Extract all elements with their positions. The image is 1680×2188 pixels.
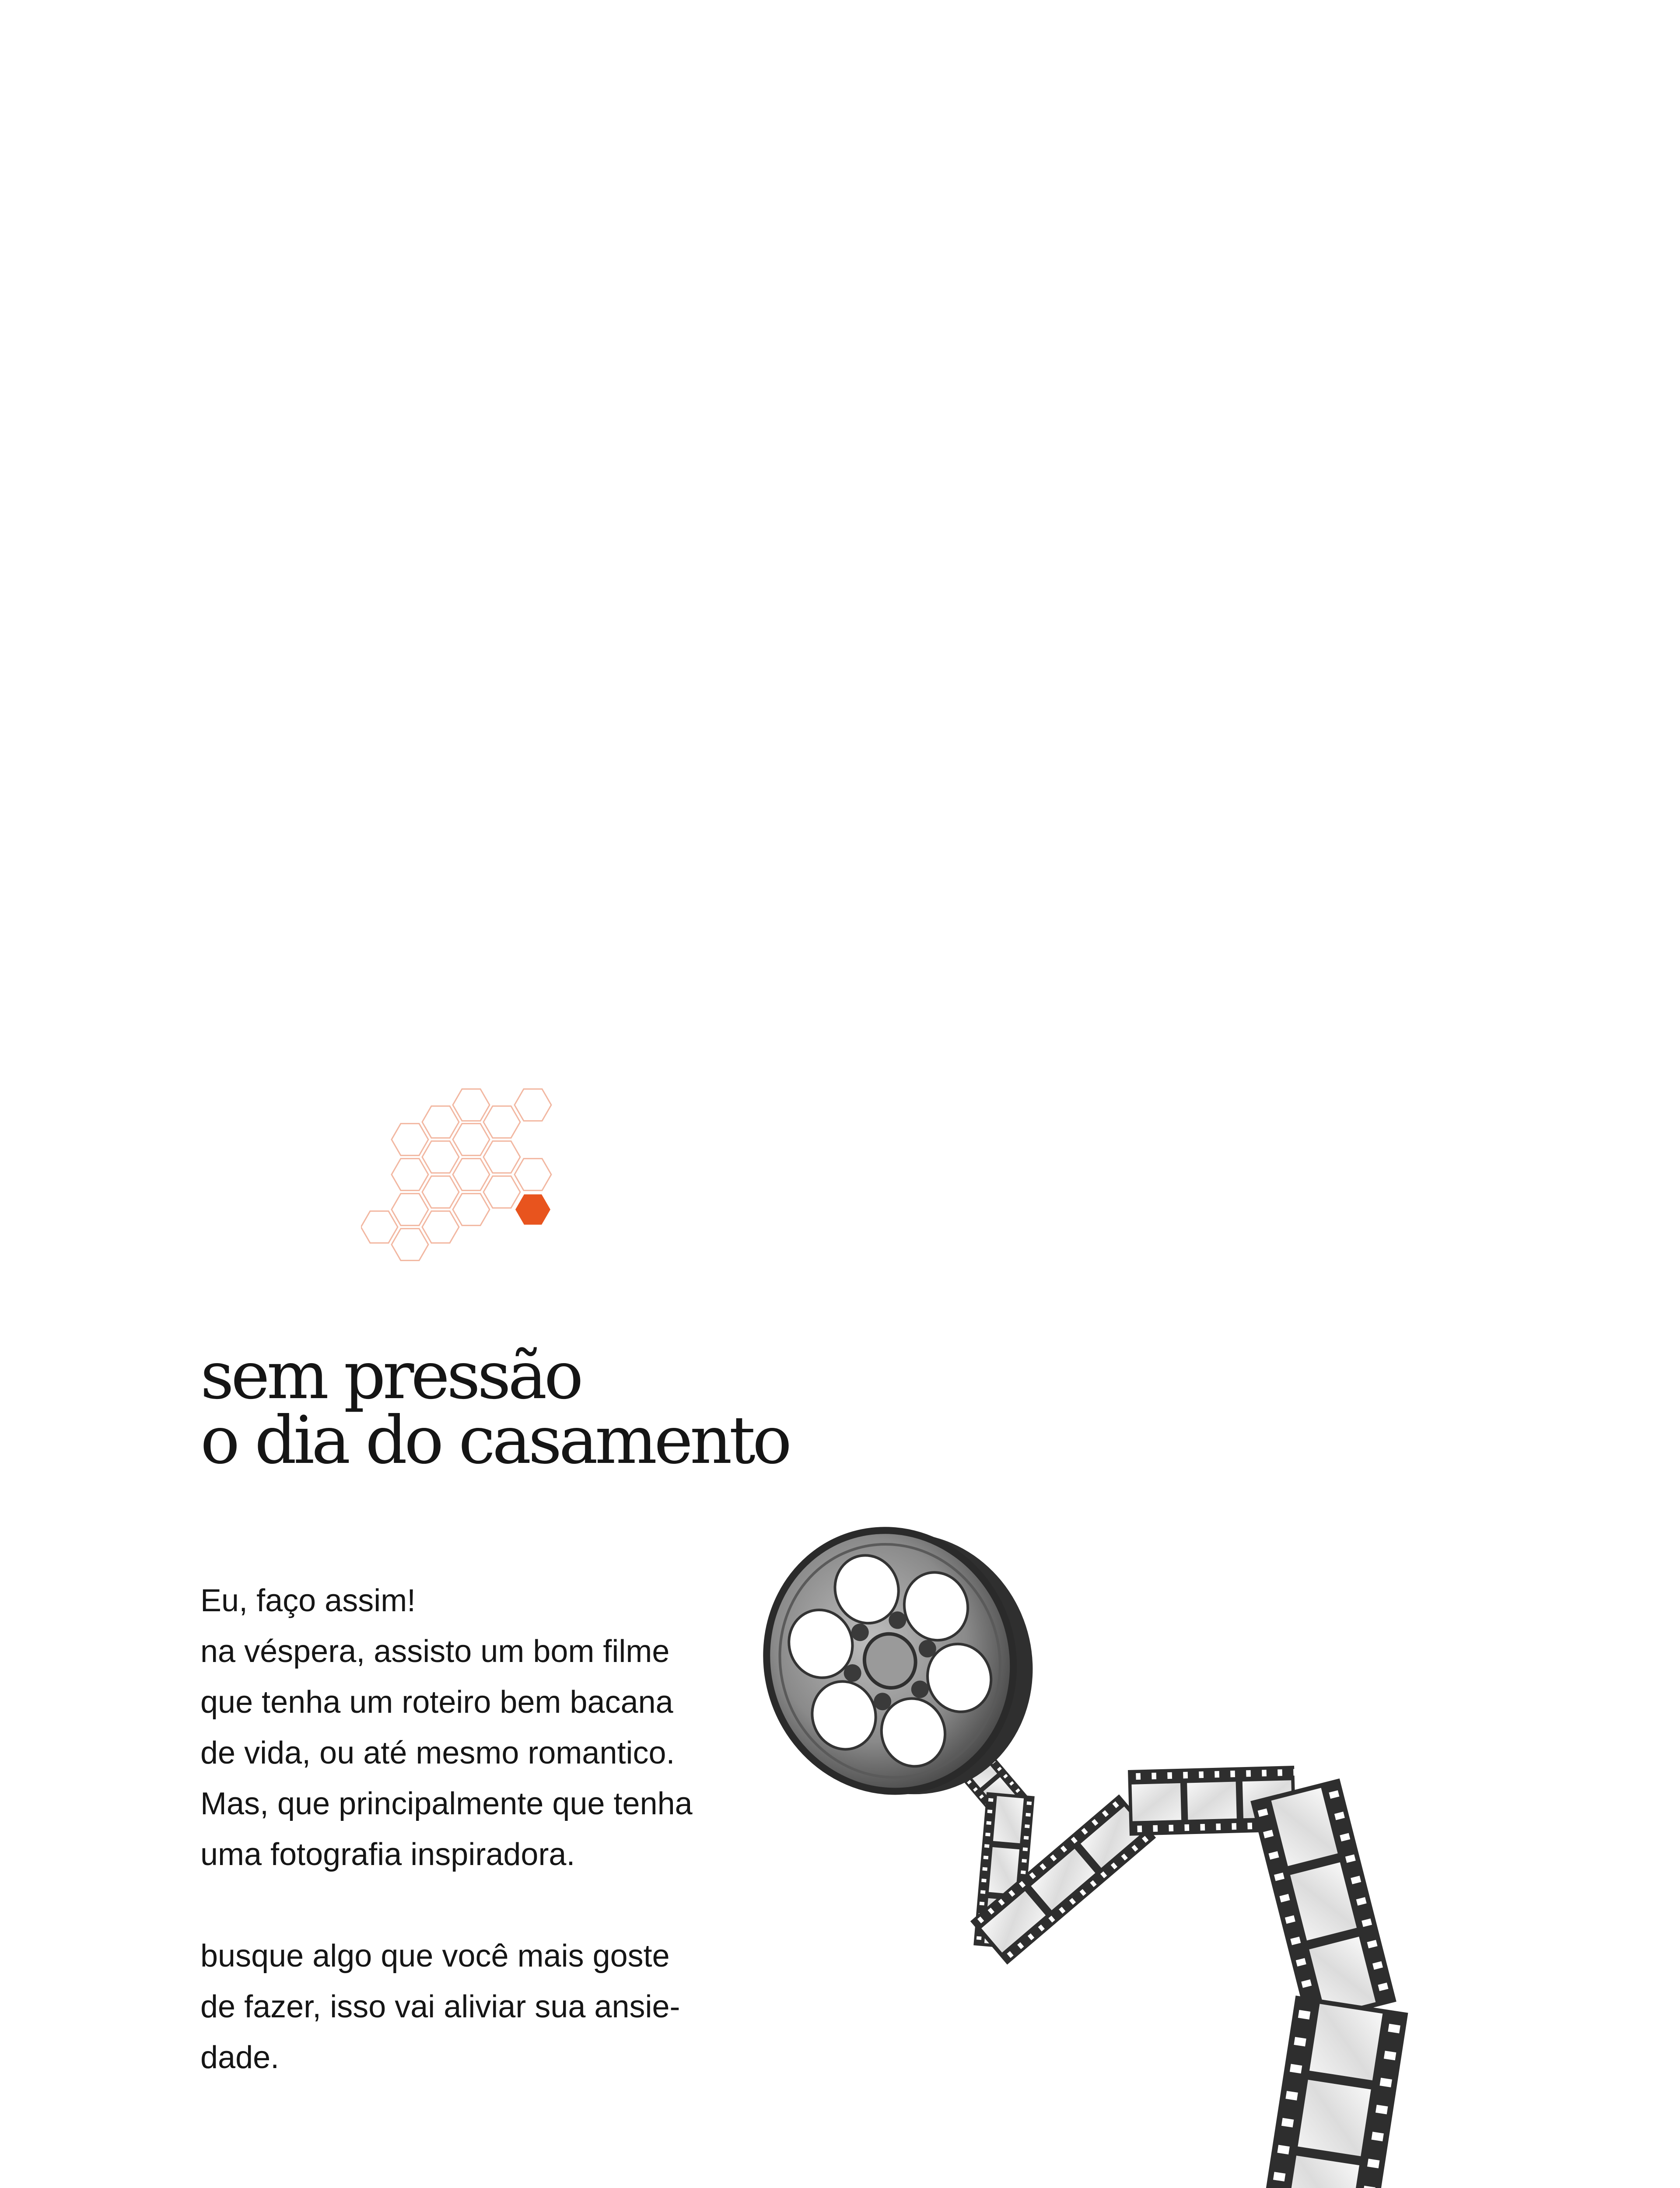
body-line: uma fotografia inspiradora.: [200, 1837, 575, 1872]
hexagon-outline-icon: [422, 1141, 459, 1173]
body-line: na véspera, assisto um bom filme: [200, 1634, 670, 1669]
title-line-1: sem pressão: [200, 1338, 581, 1414]
body-text: [200, 1575, 752, 2083]
hexagon-outline-icon: [483, 1141, 520, 1173]
body-line: de vida, ou até mesmo romantico.: [200, 1736, 675, 1771]
hexagon-outline-icon: [453, 1159, 490, 1191]
hexagon-accent-icon: [515, 1194, 550, 1224]
hexagon-outline-icon: [483, 1176, 520, 1208]
hexagon-outline-icon: [361, 1211, 398, 1243]
hexagon-outline-icon: [392, 1159, 428, 1191]
hexagon-outline-icon: [453, 1089, 490, 1121]
hexagon-outline-icon: [422, 1176, 459, 1208]
paragraph-gap: [200, 1880, 752, 1931]
body-line: de fazer, isso vai aliviar sua ansie-: [200, 1989, 680, 2024]
body-line: que tenha um roteiro bem bacana: [200, 1685, 673, 1720]
title-line-2: o dia do casamento: [200, 1403, 789, 1479]
hexagon-outline-icon: [483, 1106, 520, 1138]
hexagon-outline-icon: [392, 1124, 428, 1156]
hexagon-outline-icon: [392, 1229, 428, 1261]
hexagon-outline-icon: [453, 1124, 490, 1156]
body-line: Mas, que principalmente que tenha: [200, 1786, 693, 1821]
hexagon-outline-icon: [422, 1211, 459, 1243]
reel-body: [744, 1493, 1066, 1832]
hexagon-outline-icon: [514, 1089, 551, 1121]
film-reel-icon: [744, 1488, 1444, 2188]
page-title: [200, 1338, 789, 1479]
body-line: dade.: [200, 2040, 280, 2075]
hexagon-pattern-icon: [361, 1085, 558, 1269]
hexagon-outline-icon: [392, 1194, 428, 1226]
hexagon-outline-icon: [422, 1106, 459, 1138]
body-line: busque algo que você mais goste: [200, 1939, 670, 1974]
hexagon-outline-icon: [514, 1159, 551, 1191]
hexagon-outline-icon: [453, 1194, 490, 1226]
body-line: Eu, faço assim!: [200, 1583, 416, 1618]
